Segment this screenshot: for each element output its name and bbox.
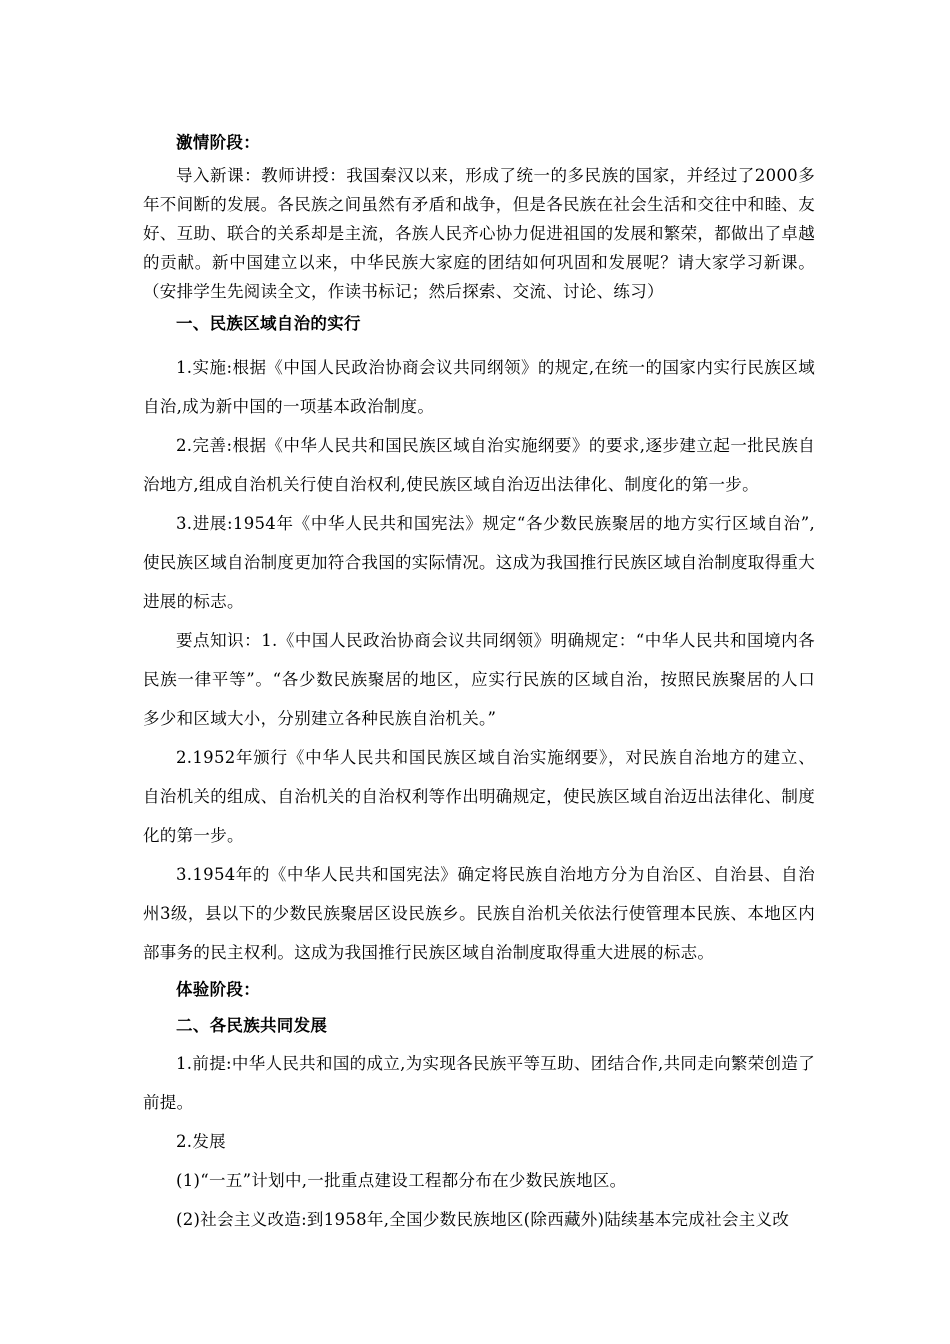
paragraph-progress: 3.进展:1954年《中华人民共和国宪法》规定“各少数民族聚居的地方实行区域自治”,使民族区域自治制度更加符合我国的实际情况。这成为我国推行民族区域自治制度取得重大进展的标志。 <box>143 514 815 611</box>
key-points-2: 2.1952年颁行《中华人民共和国民族区域自治实施纲要》，对民族自治地方的建立、自治机关的组成、自治机关的自治权利等作出明确规定，使民族区域自治迈出法律化、制度化的第一步。 <box>143 748 815 845</box>
stage-title-passion: 激情阶段： <box>176 133 260 152</box>
key-points-1: 要点知识：1.《中国人民政治协商会议共同纲领》明确规定：“中华人民共和国境内各民族一律平等”。“各少数民族聚居的地区，应实行民族的区域自治，按照民族聚居的人口多少和区域大小，分别建立各种民族自治机关。” <box>143 631 815 728</box>
paragraph-development: 2.发展 <box>176 1132 226 1151</box>
document-body <box>143 125 815 1239</box>
paragraph-socialist-transformation: (2)社会主义改造:到1958年,全国少数民族地区(除西藏外)陆续基本完成社会主义改 <box>176 1210 790 1229</box>
intro-paragraph: 导入新课：教师讲授：我国秦汉以来，形成了统一的多民族的国家，并经过了2000多年不间断的发展。各民族之间虽然有矛盾和战争，但是各民族在社会生活和交往中和睦、友好、互助、联合的关系却是主流，各族人民齐心协力促进祖国的发展和繁荣，都做出了卓越的贡献。新中国建立以来，中华民族大家庭的团结如何巩固和发展呢？请大家学习新课。（安排学生先阅读全文，作读书标记；然后探索、交流、讨论、练习） <box>143 166 815 301</box>
paragraph-implementation: 1.实施:根据《中国人民政治协商会议共同纲领》的规定,在统一的国家内实行民族区域自治,成为新中国的一项基本政治制度。 <box>143 358 815 416</box>
key-points-3: 3.1954年的《中华人民共和国宪法》确定将民族自治地方分为自治区、自治县、自治州3级，县以下的少数民族聚居区设民族乡。民族自治机关依法行使管理本民族、本地区内部事务的民主权利。这成为我国推行民族区域自治制度取得重大进展的标志。 <box>143 865 815 962</box>
paragraph-improvement: 2.完善:根据《中华人民共和国民族区域自治实施纲要》的要求,逐步建立起一批民族自治地方,组成自治机关行使自治权利,使民族区域自治迈出法律化、制度化的第一步。 <box>143 436 815 494</box>
section-heading-development: 二、各民族共同发展 <box>176 1016 328 1035</box>
section-heading-autonomy: 一、民族区域自治的实行 <box>176 314 361 333</box>
paragraph-premise: 1.前提:中华人民共和国的成立,为实现各民族平等互助、团结合作,共同走向繁荣创造了前提。 <box>143 1054 815 1112</box>
stage-title-experience: 体验阶段： <box>176 980 260 999</box>
paragraph-five-year-plan: (1)“一五”计划中,一批重点建设工程都分布在少数民族地区。 <box>176 1171 627 1190</box>
